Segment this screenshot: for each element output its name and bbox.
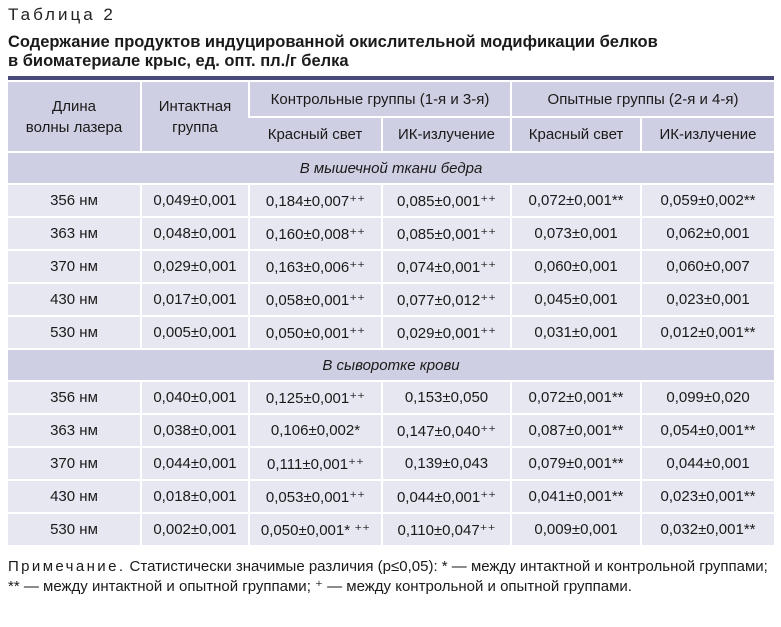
header-intact-line-2: группа: [172, 118, 218, 136]
value-cell: 0,153±0,050: [382, 381, 511, 414]
wavelength-cell: 530 нм: [8, 316, 141, 349]
section-title: В сыворотке крови: [8, 349, 774, 381]
header-row-1: [8, 81, 774, 117]
value-cell: 0,048±0,001: [141, 217, 249, 250]
value-cell: 0,074±0,001⁺⁺: [382, 250, 511, 283]
data-table: [8, 80, 774, 545]
value-cell: 0,031±0,001: [511, 316, 641, 349]
header-intact-line-1: Интактная: [158, 97, 232, 115]
value-cell: 0,045±0,001: [511, 283, 641, 316]
header-control-groups: Контрольные группы (1-я и 3-я): [249, 81, 511, 117]
value-cell: 0,062±0,001: [641, 217, 774, 250]
wavelength-cell: 430 нм: [8, 480, 141, 513]
table-body: [8, 152, 774, 545]
value-cell: 0,017±0,001: [141, 283, 249, 316]
table-row: [8, 513, 774, 545]
table-row: [8, 250, 774, 283]
value-cell: 0,079±0,001**: [511, 447, 641, 480]
value-cell: 0,085±0,001⁺⁺: [382, 184, 511, 217]
header-wavelength: [8, 81, 141, 152]
table-title: [8, 33, 768, 71]
header-control-red: Красный свет: [249, 117, 382, 152]
value-cell: 0,060±0,007: [641, 250, 774, 283]
table-row: [8, 283, 774, 316]
value-cell: 0,044±0,001: [641, 447, 774, 480]
value-cell: 0,050±0,001* ⁺⁺: [249, 513, 382, 545]
section-row: [8, 152, 774, 184]
value-cell: 0,184±0,007⁺⁺: [249, 184, 382, 217]
value-cell: 0,002±0,001: [141, 513, 249, 545]
wavelength-cell: 356 нм: [8, 381, 141, 414]
value-cell: 0,139±0,043: [382, 447, 511, 480]
value-cell: 0,060±0,001: [511, 250, 641, 283]
value-cell: 0,050±0,001⁺⁺: [249, 316, 382, 349]
table-row: [8, 414, 774, 447]
value-cell: 0,005±0,001: [141, 316, 249, 349]
wavelength-cell: 356 нм: [8, 184, 141, 217]
value-cell: 0,058±0,001⁺⁺: [249, 283, 382, 316]
value-cell: 0,044±0,001⁺⁺: [382, 480, 511, 513]
table-row: [8, 217, 774, 250]
wavelength-cell: 363 нм: [8, 414, 141, 447]
value-cell: 0,023±0,001**: [641, 480, 774, 513]
value-cell: 0,111±0,001⁺⁺: [249, 447, 382, 480]
value-cell: 0,072±0,001**: [511, 184, 641, 217]
value-cell: 0,023±0,001: [641, 283, 774, 316]
header-experimental-ir: ИК-излучение: [641, 117, 774, 152]
value-cell: 0,163±0,006⁺⁺: [249, 250, 382, 283]
value-cell: 0,085±0,001⁺⁺: [382, 217, 511, 250]
header-experimental-groups: Опытные группы (2-я и 4-я): [511, 81, 774, 117]
value-cell: 0,038±0,001: [141, 414, 249, 447]
section-row: [8, 349, 774, 381]
value-cell: 0,054±0,001**: [641, 414, 774, 447]
value-cell: 0,073±0,001: [511, 217, 641, 250]
section-title: В мышечной ткани бедра: [8, 152, 774, 184]
table-row: [8, 447, 774, 480]
value-cell: 0,077±0,012⁺⁺: [382, 283, 511, 316]
wavelength-cell: 430 нм: [8, 283, 141, 316]
wavelength-cell: 370 нм: [8, 447, 141, 480]
table-row: [8, 184, 774, 217]
value-cell: 0,147±0,040⁺⁺: [382, 414, 511, 447]
value-cell: 0,053±0,001⁺⁺: [249, 480, 382, 513]
value-cell: 0,040±0,001: [141, 381, 249, 414]
wavelength-cell: 530 нм: [8, 513, 141, 545]
value-cell: 0,029±0,001⁺⁺: [382, 316, 511, 349]
value-cell: 0,041±0,001**: [511, 480, 641, 513]
value-cell: 0,032±0,001**: [641, 513, 774, 545]
value-cell: 0,125±0,001⁺⁺: [249, 381, 382, 414]
header-experimental-red: Красный свет: [511, 117, 641, 152]
table-footnote: [8, 557, 774, 597]
table-number-label: Таблица 2: [8, 5, 116, 24]
value-cell: 0,018±0,001: [141, 480, 249, 513]
table-title-line-2: в биоматериале крыс, ед. опт. пл./г белка: [8, 52, 349, 70]
footnote-label: Примечание.: [8, 558, 126, 575]
value-cell: 0,029±0,001: [141, 250, 249, 283]
value-cell: 0,106±0,002*: [249, 414, 382, 447]
footnote-text: Статистически значимые различия (p≤0,05): * — между интактной и контрольной группами; ** — между интактной и опытной группами; ⁺ — между контрольной и опытной группами.: [8, 558, 768, 595]
header-wavelength-line-2: волны лазера: [25, 118, 123, 136]
wavelength-cell: 363 нм: [8, 217, 141, 250]
table-row: [8, 316, 774, 349]
table-title-line-1: Содержание продуктов индуцированной окислительной модификации белков: [8, 33, 658, 51]
table-row: [8, 480, 774, 513]
header-intact: [141, 81, 249, 152]
value-cell: 0,087±0,001**: [511, 414, 641, 447]
header-wavelength-line-1: Длина: [52, 97, 96, 115]
value-cell: 0,012±0,001**: [641, 316, 774, 349]
value-cell: 0,160±0,008⁺⁺: [249, 217, 382, 250]
wavelength-cell: 370 нм: [8, 250, 141, 283]
value-cell: 0,099±0,020: [641, 381, 774, 414]
table-row: [8, 381, 774, 414]
value-cell: 0,072±0,001**: [511, 381, 641, 414]
value-cell: 0,009±0,001: [511, 513, 641, 545]
value-cell: 0,044±0,001: [141, 447, 249, 480]
value-cell: 0,110±0,047⁺⁺: [382, 513, 511, 545]
value-cell: 0,059±0,002**: [641, 184, 774, 217]
value-cell: 0,049±0,001: [141, 184, 249, 217]
header-control-ir: ИК-излучение: [382, 117, 511, 152]
